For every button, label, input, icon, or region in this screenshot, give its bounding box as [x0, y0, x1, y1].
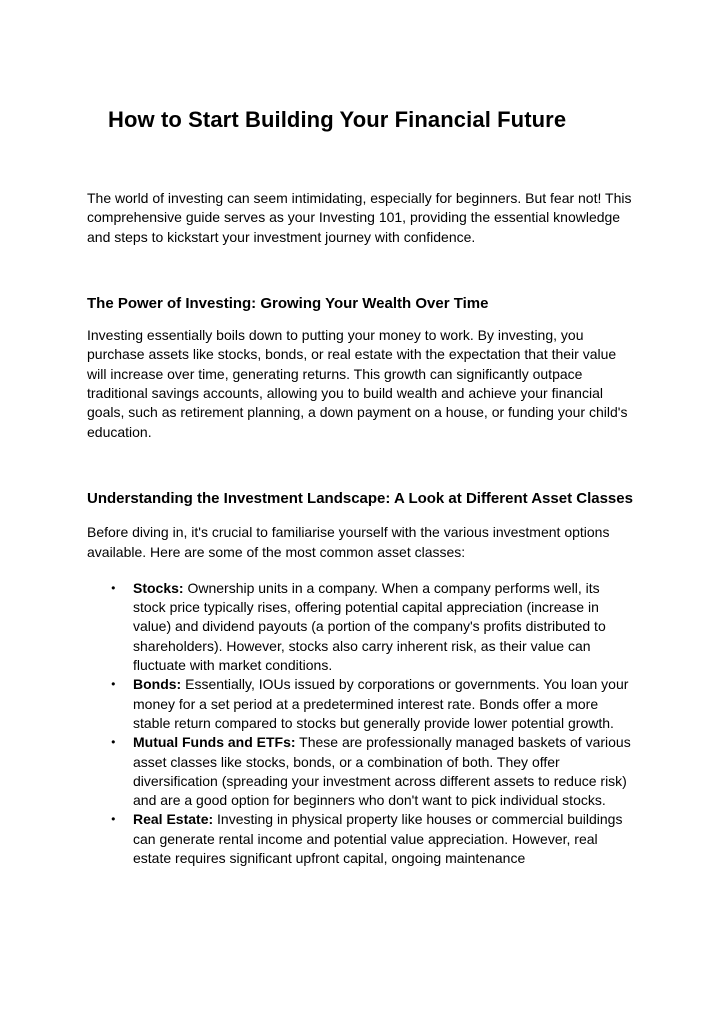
section-heading-power-of-investing: The Power of Investing: Growing Your Wealth Over Time: [87, 294, 489, 312]
asset-term-mutual-funds-etfs: Mutual Funds and ETFs:: [133, 734, 296, 751]
asset-description-bonds: Essentially, IOUs issued by corporations or governments. You loan your money for a set period at a predetermined interest rate. Bonds offer a more stable return compared to stocks but generally provide lower potential growth.: [133, 676, 629, 731]
list-item-mutual-funds-etfs: [133, 733, 633, 810]
asset-description-real-estate: Investing in physical property like houses or commercial buildings can generate rental income and potential value appreciation. However, real estate requires significant upfront capital, ongoing maintenance: [133, 811, 623, 867]
asset-description-stocks: Ownership units in a company. When a company performs well, its stock price typically rises, offering potential capital appreciation (increase in value) and dividend payouts (a portion of the company's profits distributed to shareholders). However, stocks also carry inherent risk, as their value can fluctuate with market conditions.: [133, 579, 606, 674]
intro-paragraph: The world of investing can seem intimidating, especially for beginners. But fear not! This comprehensive guide serves as your Investing 101, providing the essential knowledge and steps to kickstart your investment journey with confidence.: [87, 190, 632, 245]
document-title: How to Start Building Your Financial Future: [108, 107, 567, 132]
section-paragraph-power-of-investing: Investing essentially boils down to putting your money to work. By investing, you purchase assets like stocks, bonds, or real estate with the expectation that their value will increase over time, generating returns. This growth can significantly outpace traditional savings accounts, allowing you to build wealth and achieve your financial goals, such as retirement planning, a down payment on a house, or funding your child's education.: [87, 327, 628, 440]
asset-term-bonds: Bonds:: [133, 676, 182, 693]
asset-description-mutual-funds-etfs: These are professionally managed baskets of various asset classes like stocks, bonds, or a combination of both. They offer diversification (spreading your investment across different assets to reduce risk) and are a good option for beginners who don't want to pick individual stocks.: [133, 734, 631, 809]
section-paragraph-investment-landscape: Before diving in, it's crucial to familiarise yourself with the various investment options available. Here are some of the most common asset classes:: [87, 524, 610, 560]
asset-class-list: [87, 579, 633, 868]
asset-term-stocks: Stocks:: [133, 579, 184, 596]
asset-term-real-estate: Real Estate:: [133, 811, 214, 828]
list-item-real-estate: [133, 810, 633, 868]
list-item-stocks: [133, 579, 633, 675]
list-item-bonds: [133, 675, 633, 733]
section-heading-investment-landscape: Understanding the Investment Landscape: A Look at Different Asset Classes: [87, 489, 633, 507]
